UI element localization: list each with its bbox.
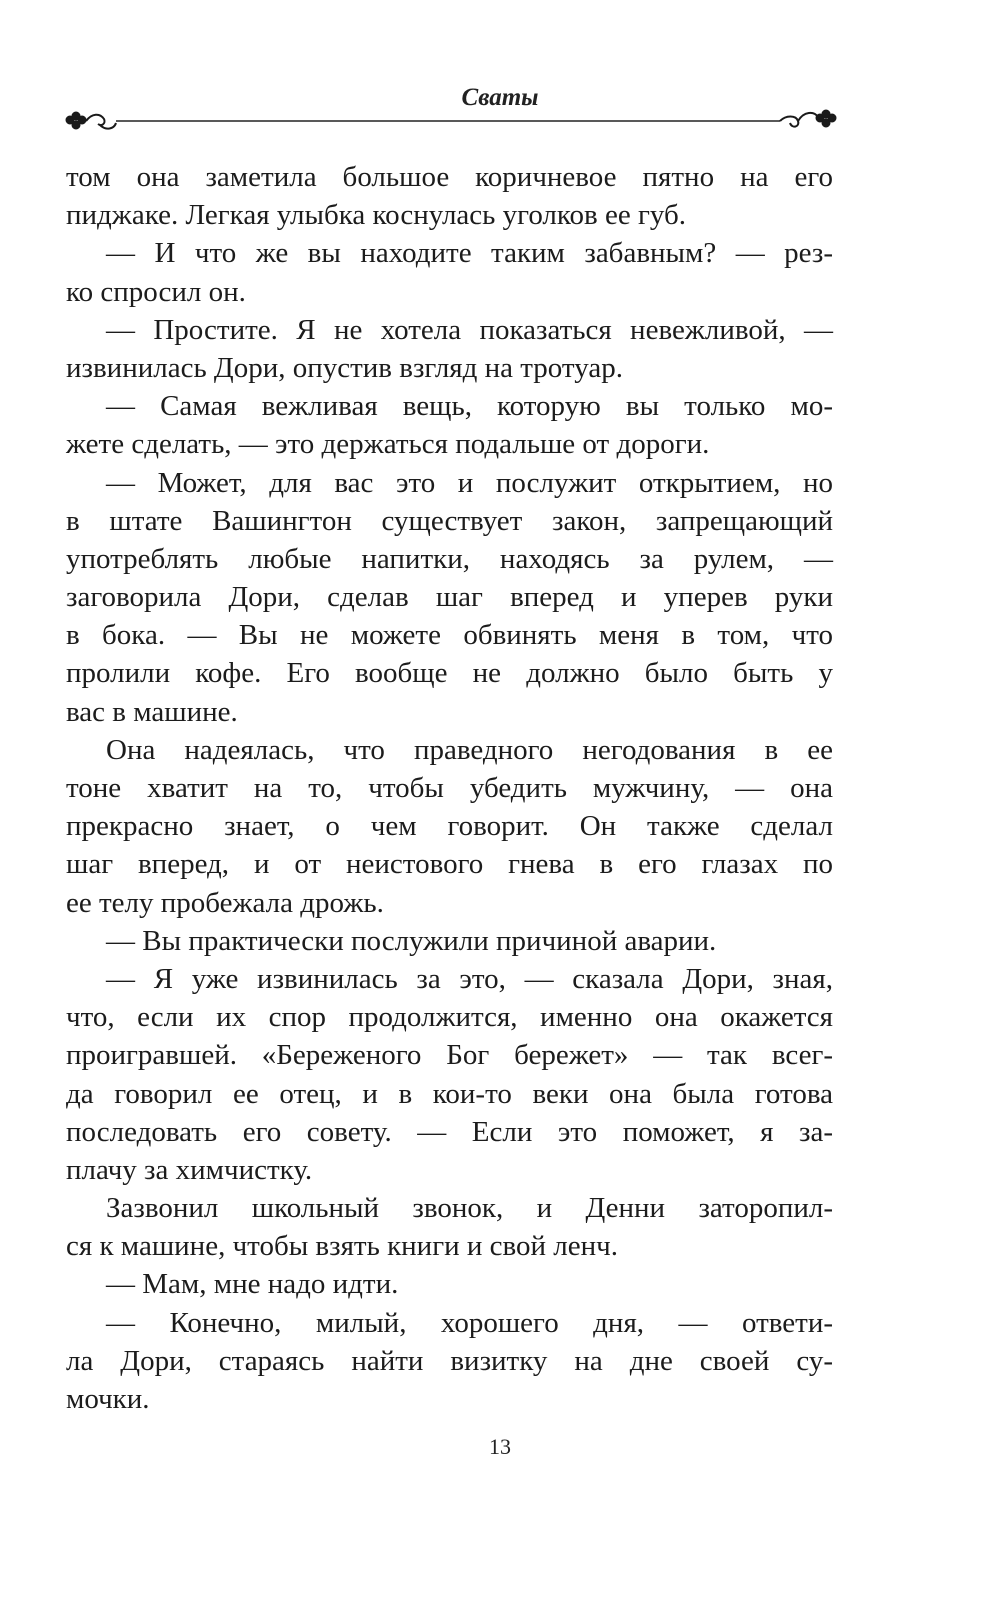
- text-line: Зазвонил школьный звонок, и Денни заторопил-: [106, 1192, 833, 1225]
- text-line: ся к машине, чтобы взять книги и свой ленч.: [66, 1230, 618, 1263]
- ornament-divider-icon: [60, 105, 860, 145]
- text-line: — Может, для вас это и послужит открытием, но: [106, 466, 833, 499]
- text-line: употреблять любые напитки, находясь за рулем, —: [66, 542, 833, 575]
- text-line: — И что же вы находите таким забавным? — рез-: [106, 237, 833, 270]
- text-line: — Простите. Я не хотела показаться невежливой, —: [106, 313, 833, 346]
- text-line: — Мам, мне надо идти.: [106, 1268, 399, 1301]
- text-line: тоне хватит на то, чтобы убедить мужчину, — она: [66, 772, 833, 804]
- text-line: ко спросил он.: [66, 275, 246, 308]
- text-line: в штате Вашингтон существует закон, запрещающий: [66, 504, 833, 537]
- text-line: Она надеялась, что праведного негодования в ее: [106, 733, 833, 766]
- text-line: ее телу пробежала дрожь.: [66, 886, 384, 919]
- text-line: мочки.: [66, 1383, 150, 1415]
- text-line: пиджаке. Легкая улыбка коснулась уголков ее губ.: [66, 199, 686, 232]
- text-line: в бока. — Вы не можете обвинять меня в том, что: [66, 619, 833, 652]
- text-line: ла Дори, стараясь найти визитку на дне своей су-: [66, 1344, 833, 1377]
- text-line: — Вы практически послужили причиной аварии.: [106, 924, 717, 957]
- page-number: 13: [489, 1434, 511, 1459]
- text-line: пролили кофе. Его вообще не должно было быть у: [66, 657, 833, 690]
- text-line: шаг вперед, и от неистового гнева в его глазах по: [66, 848, 833, 881]
- text-line: последовать его совету. — Если это поможет, я за-: [66, 1115, 833, 1148]
- body-text: [66, 158, 833, 1418]
- text-line: том она заметила большое коричневое пятно на его: [66, 161, 833, 193]
- text-line: плачу за химчистку.: [66, 1153, 313, 1186]
- text-line: извинилась Дори, опустив взгляд на тротуар.: [66, 351, 623, 384]
- text-line: проигравшей. «Береженого Бог бережет» — так всег-: [66, 1039, 833, 1072]
- text-line: — Самая вежливая вещь, которую вы только мо-: [106, 390, 833, 423]
- text-line: прекрасно знает, о чем говорит. Он также сделал: [66, 810, 833, 843]
- text-line: — Я уже извинилась за это, — сказала Дори, зная,: [106, 962, 833, 995]
- text-line: — Конечно, милый, хорошего дня, — ответи-: [106, 1306, 833, 1339]
- header-ornament-rule: [60, 105, 860, 145]
- text-line: да говорил ее отец, и в кои-то веки она была готова: [66, 1077, 833, 1110]
- text-line: жете сделать, — это держаться подальше от дороги.: [66, 428, 710, 461]
- running-title: Сваты: [461, 84, 539, 111]
- text-line: вас в машине.: [66, 695, 238, 728]
- text-line: заговорила Дори, сделав шаг вперед и уперев руки: [66, 581, 833, 614]
- text-line: что, если их спор продолжится, именно она окажется: [66, 1001, 833, 1034]
